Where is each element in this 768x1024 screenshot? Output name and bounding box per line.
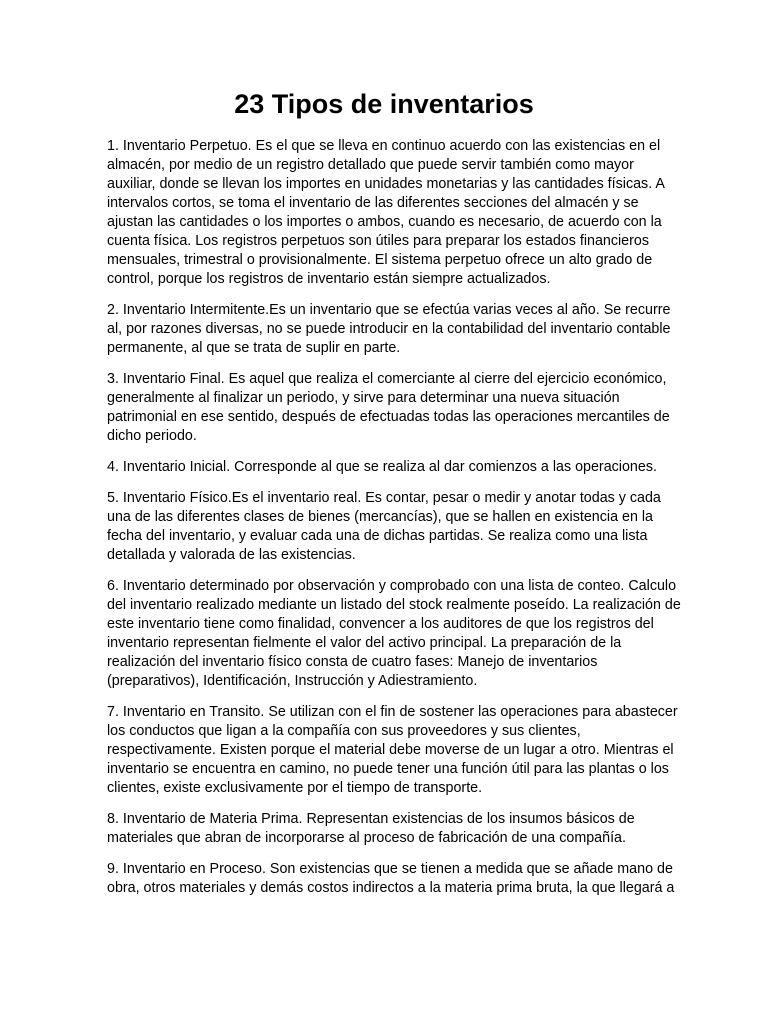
- paragraph-line: mensuales, trimestral o provisionalmente. El sistema perpetuo ofrece un alto grado de: [107, 252, 653, 268]
- paragraph-line: materiales que abran de incorporarse al proceso de fabricación de una compañía.: [107, 830, 626, 846]
- paragraph-line: patrimonial en ese sentido, después de efectuadas todas las operaciones mercantiles de: [107, 409, 670, 425]
- paragraph-line: los conductos que ligan a la compañía con sus proveedores y sus clientes,: [107, 723, 581, 739]
- paragraph-line: intervalos cortos, se toma el inventario de las diferentes secciones del almacén y se: [107, 195, 639, 211]
- paragraph-line: obra, otros materiales y demás costos indirectos a la materia prima bruta, la que llegará a: [107, 880, 675, 896]
- paragraph-line: 7. Inventario en Transito. Se utilizan con el fin de sostener las operaciones para abastecer: [107, 704, 678, 720]
- paragraph-line: 4. Inventario Inicial. Corresponde al que se realiza al dar comienzos a las operaciones.: [107, 459, 657, 475]
- paragraph-line: inventario se encuentra en camino, no puede tener una función útil para las plantas o los: [107, 761, 669, 777]
- paragraph-line: del inventario realizado mediante un listado del stock realmente poseído. La realización de: [107, 597, 681, 613]
- paragraph: [107, 370, 669, 446]
- paragraph-line: ajustan las cantidades o los importes o ambos, cuando es necesario, de acuerdo con la: [107, 214, 662, 230]
- paragraph-line: realización del inventario físico consta de cuatro fases: Manejo de inventarios: [107, 654, 598, 670]
- paragraph-line: cuenta física. Los registros perpetuos son útiles para preparar los estados financieros: [107, 233, 649, 249]
- document-body: [107, 137, 681, 910]
- paragraph-line: 9. Inventario en Proceso. Son existencias que se tienen a medida que se añade mano de: [107, 861, 673, 877]
- paragraph-line: este inventario tiene como finalidad, convencer a los auditores de que los registros del: [107, 616, 654, 632]
- paragraph-line: 5. Inventario Físico.Es el inventario real. Es contar, pesar o medir y anotar todas y cada: [107, 490, 661, 506]
- paragraph-line: 3. Inventario Final. Es aquel que realiza el comerciante al cierre del ejercicio económico,: [107, 371, 667, 387]
- paragraph: [107, 489, 669, 565]
- paragraph: [107, 703, 678, 798]
- paragraph: [107, 577, 681, 691]
- paragraph-line: 6. Inventario determinado por observación y comprobado con una lista de conteo. Calculo: [107, 578, 677, 594]
- page-title: 23 Tipos de inventarios: [234, 89, 534, 119]
- paragraph-line: 1. Inventario Perpetuo. Es el que se lleva en continuo acuerdo con las existencias en el: [107, 138, 661, 154]
- paragraph: [107, 810, 669, 848]
- paragraph-line: control, porque los registros de inventario están siempre actualizados.: [107, 271, 551, 287]
- paragraph: [107, 301, 669, 358]
- paragraph-line: generalmente al finalizar un periodo, y sirve para determinar una nueva situación: [107, 390, 620, 406]
- paragraph-line: respectivamente. Existen porque el material debe moverse de un lugar a otro. Mientras el: [107, 742, 674, 758]
- paragraph: [107, 458, 669, 477]
- paragraph: [107, 860, 675, 898]
- paragraph-line: almacén, por medio de un registro detallado que puede servir también como mayor: [107, 157, 634, 173]
- paragraph-line: fecha del inventario, y evaluar cada una de dichas partidas. Se realiza como una lista: [107, 528, 648, 544]
- paragraph-line: inventario representan fielmente el valor del activo principal. La preparación de la: [107, 635, 622, 651]
- paragraph-line: auxiliar, donde se llevan los importes en unidades monetarias y las cantidades físicas. A: [107, 176, 665, 192]
- paragraph-line: una de las diferentes clases de bienes (mercancías), que se hallen en existencia en la: [107, 509, 653, 525]
- paragraph-line: detallada y valorada de las existencias.: [107, 547, 356, 563]
- paragraph-line: 2. Inventario Intermitente.Es un inventario que se efectúa varias veces al año. Se recurre: [107, 302, 671, 318]
- paragraph-line: dicho periodo.: [107, 428, 197, 444]
- paragraph-line: (preparativos), Identificación, Instrucción y Adiestramiento.: [107, 673, 478, 689]
- paragraph-line: al, por razones diversas, no se puede introducir en la contabilidad del inventario contable: [107, 321, 671, 337]
- paragraph-line: 8. Inventario de Materia Prima. Representan existencias de los insumos básicos de: [107, 811, 635, 827]
- paragraph-line: clientes, existe exclusivamente por el tiempo de transporte.: [107, 780, 483, 796]
- paragraph: [107, 137, 669, 289]
- paragraph-line: permanente, al que se trata de suplir en parte.: [107, 340, 401, 356]
